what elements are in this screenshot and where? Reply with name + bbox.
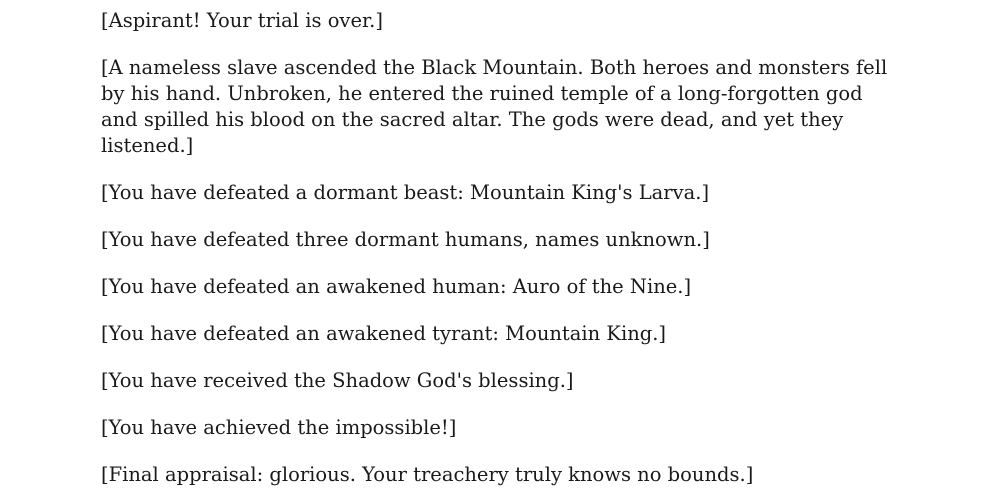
final-appraisal-line: [Final appraisal: glorious. Your treachery truly knows no bounds.] bbox=[101, 463, 754, 486]
defeat-beast-line: [You have defeated a dormant beast: Mountain King's Larva.] bbox=[101, 181, 710, 204]
defeat-awakened-human-line: [You have defeated an awakened human: Auro of the Nine.] bbox=[101, 275, 692, 298]
blessing-line: [You have received the Shadow God's blessing.] bbox=[101, 369, 574, 392]
trial-over-line: [Aspirant! Your trial is over.] bbox=[101, 9, 383, 32]
defeat-humans-line: [You have defeated three dormant humans, names unknown.] bbox=[101, 228, 710, 251]
impossible-line: [You have achieved the impossible!] bbox=[101, 416, 457, 439]
document-body bbox=[101, 8, 896, 488]
narrative-paragraph: [A nameless slave ascended the Black Mountain. Both heroes and monsters fell by his hand. Unbroken, he entered the ruined temple of a long-forgotten god and spilled his blood on the sacred altar. The gods were dead, and yet they listened.] bbox=[101, 56, 888, 157]
defeat-tyrant-line: [You have defeated an awakened tyrant: Mountain King.] bbox=[101, 322, 667, 345]
